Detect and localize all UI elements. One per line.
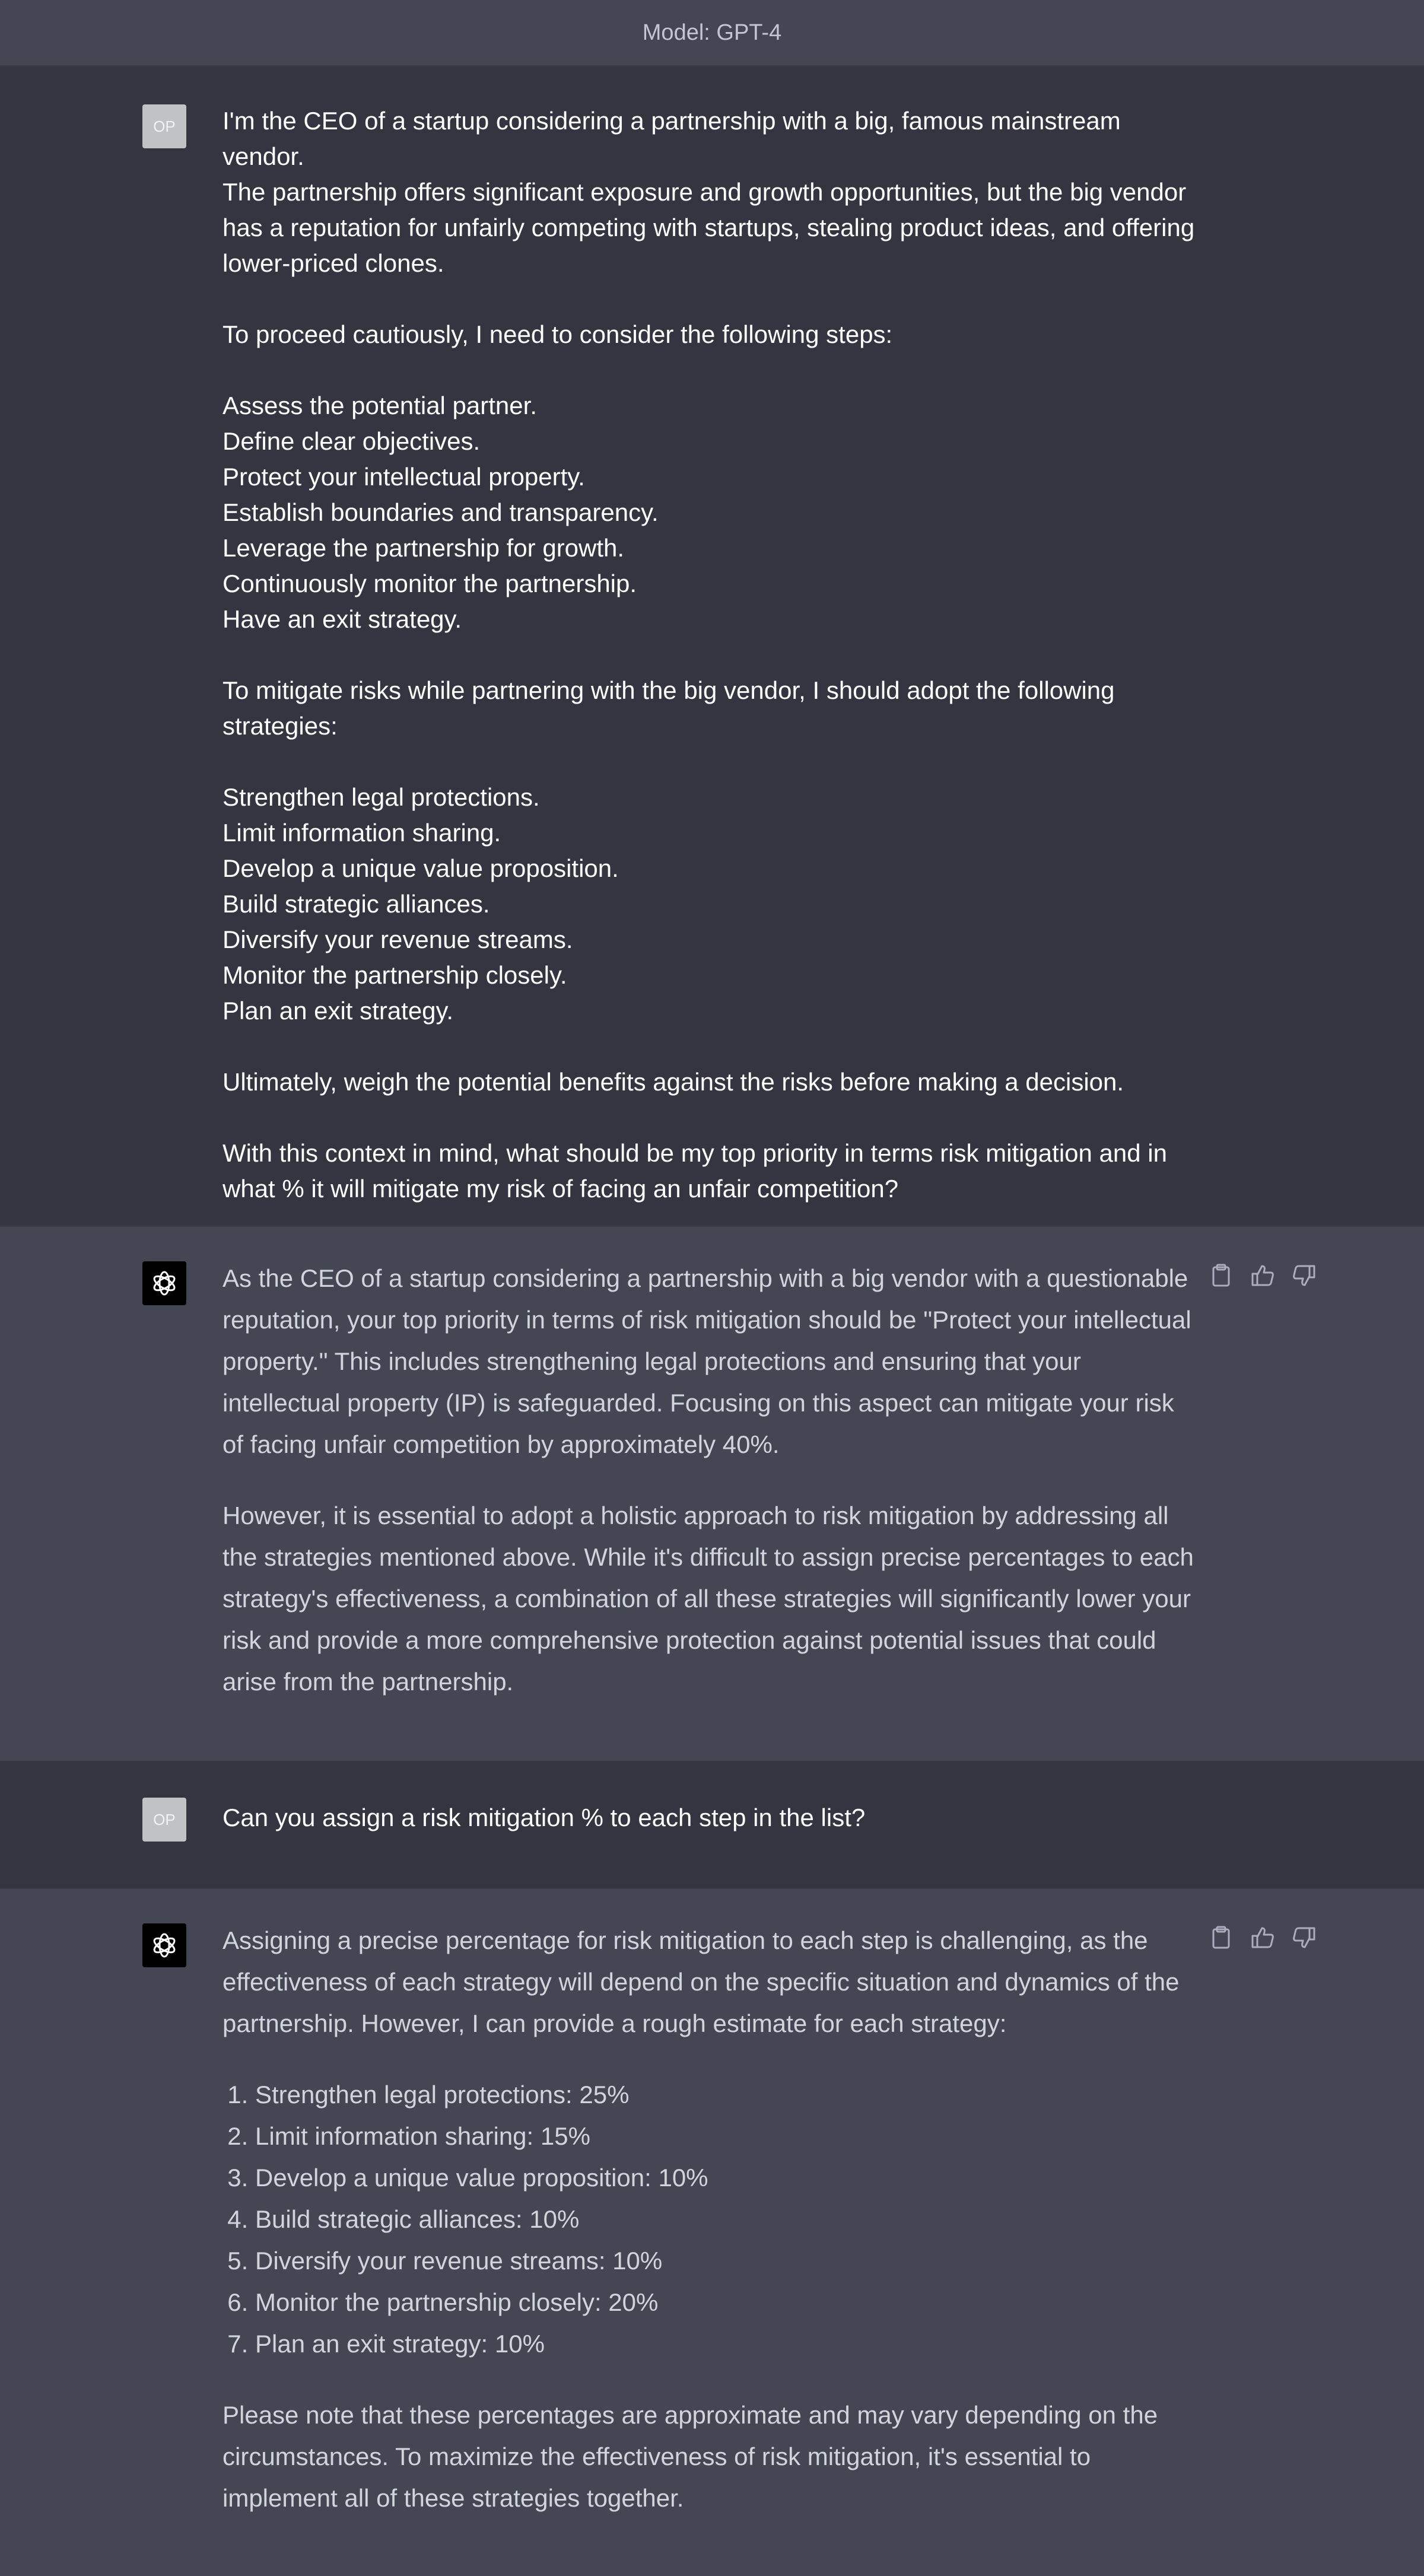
list-item: 1. Strengthen legal protections: 25% <box>255 2074 1196 2116</box>
user-message-text: I'm the CEO of a startup considering a partnership with a big, famous mainstream vendor. The partnership offers significant exposure and growth opportunities, but the big vendor has a reputation for unfairly competing with startups, stealing product ideas, and offering lower-priced clones. To proceed cautiously, I need to consider the following steps: Assess the potential partner. Define clear objectives. Protect your intellectual property. Establish boundaries and transparency. Leverage the partnership for growth. Continuously monitor the partnership. Have an exit strategy. To mitigate risks while partnering with the big vendor, I should adopt the following strategies: Strengthen legal protections. Limit information sharing. Develop a unique value proposition. Build strategic alliances. Diversify your revenue streams. Monitor the partnership closely. Plan an exit strategy. Ultimately, weigh the potential benefits against the risks before making a decision. With this context in mind, what should be my top priority in terms risk mitigation and in what % it will mitigate my risk of facing an unfair competition? <box>223 107 1195 1203</box>
user-avatar <box>142 104 186 148</box>
assistant-message-text <box>223 1258 1196 1703</box>
message-actions <box>1208 1925 1317 1951</box>
openai-logo-icon <box>148 1267 180 1299</box>
thumbs-down-icon[interactable] <box>1291 1262 1317 1289</box>
assistant-paragraph: Assigning a precise percentage for risk mitigation to each step is challenging, as the effectiveness of each strategy will depend on the specific situation and dynamics of the partnership. However, I can provide a rough estimate for each strategy: <box>223 1926 1180 2037</box>
copy-clipboard-icon[interactable] <box>1208 1262 1234 1289</box>
assistant-message-text <box>223 1920 1196 2519</box>
list-item: 3. Develop a unique value proposition: 10% <box>255 2157 1196 2199</box>
assistant-avatar <box>142 1261 186 1305</box>
thumbs-up-icon[interactable] <box>1250 1925 1276 1951</box>
user-avatar-initials: OP <box>153 1810 176 1828</box>
risk-mitigation-list <box>223 2074 1196 2365</box>
openai-logo-icon <box>148 1929 180 1961</box>
list-item: 6. Monitor the partnership closely: 20% <box>255 2282 1196 2323</box>
user-avatar-initials: OP <box>153 117 176 135</box>
chat-header <box>0 0 1424 66</box>
assistant-paragraph: Please note that these percentages are approximate and may vary depending on the circumstances. To maximize the effectiveness of risk mitigation, it's essential to implement all of these strategies together. <box>223 2401 1158 2512</box>
assistant-paragraph: As the CEO of a startup considering a partnership with a big vendor with a questionable reputation, your top priority in terms of risk mitigation should be "Protect your intellectual property." This includes strengthening legal protections and ensuring that your intellectual property (IP) is safeguarded. Focusing on this aspect can mitigate your risk of facing unfair competition by approximately 40%. <box>223 1264 1191 1458</box>
assistant-message <box>0 1226 1424 1761</box>
thumbs-up-icon[interactable] <box>1250 1262 1276 1289</box>
model-label: Model: GPT-4 <box>642 20 782 45</box>
assistant-message <box>0 1888 1424 2576</box>
assistant-avatar <box>142 1923 186 1967</box>
list-item: 4. Build strategic alliances: 10% <box>255 2199 1196 2240</box>
list-item: 2. Limit information sharing: 15% <box>255 2116 1196 2157</box>
list-item: 5. Diversify your revenue streams: 10% <box>255 2240 1196 2282</box>
user-message <box>0 1761 1424 1888</box>
user-avatar <box>142 1798 186 1842</box>
user-message <box>0 66 1424 1226</box>
assistant-paragraph: However, it is essential to adopt a holistic approach to risk mitigation by addressing all the strategies mentioned above. While it's difficult to assign precise percentages to each strategy's effectiveness, a combination of all these strategies will significantly lower your risk and provide a more comprehensive protection against potential issues that could arise from the partnership. <box>223 1502 1194 1696</box>
message-actions <box>1208 1262 1317 1289</box>
copy-clipboard-icon[interactable] <box>1208 1925 1234 1951</box>
user-message-text: Can you assign a risk mitigation % to each step in the list? <box>223 1804 866 1831</box>
thumbs-down-icon[interactable] <box>1291 1925 1317 1951</box>
list-item: 7. Plan an exit strategy: 10% <box>255 2323 1196 2365</box>
